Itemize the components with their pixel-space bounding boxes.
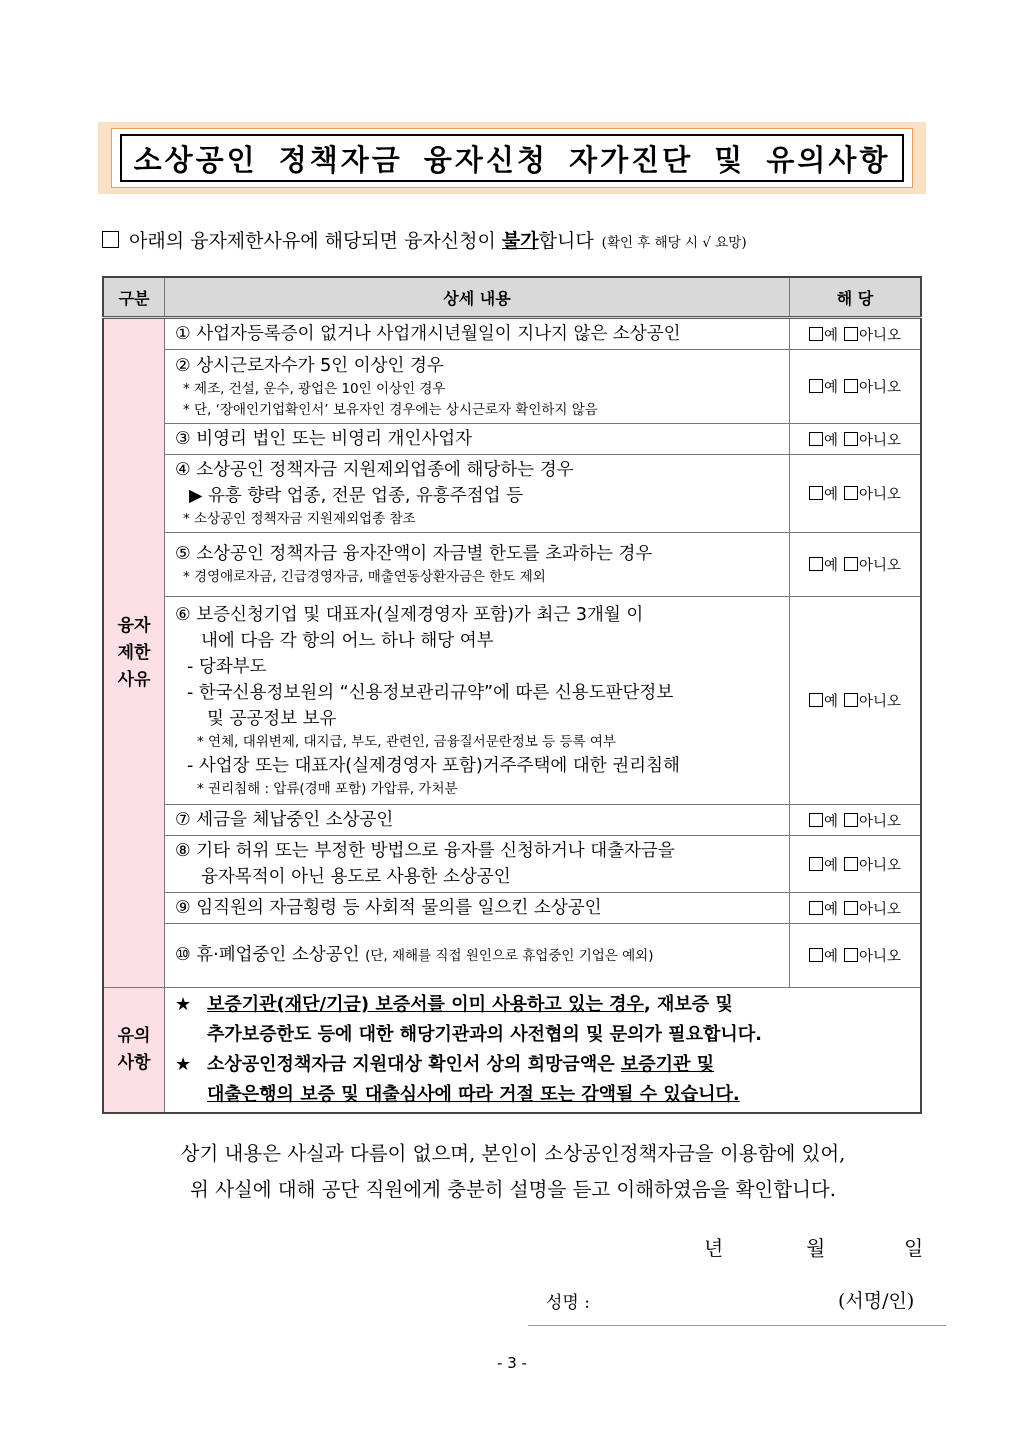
caution-text: 소상공인정책자금 지원대상 확인서 상의 희망금액은: [207, 1054, 621, 1075]
notice-text-after: 합니다: [538, 230, 594, 252]
self-diagnosis-table: [102, 276, 922, 1114]
table-row: [103, 805, 921, 836]
checkbox-icon: [102, 231, 119, 248]
yes-no-cell: [790, 924, 922, 988]
item-content: [165, 805, 790, 836]
table-row: [103, 318, 921, 350]
yes-checkbox[interactable]: [809, 813, 823, 827]
table-row: [103, 597, 921, 805]
yes-no-cell: [790, 350, 922, 424]
yes-label: 예: [823, 380, 838, 396]
no-label: 아니오: [858, 432, 902, 449]
item-text: ② 상시근로자수가 5인 이상인 경우: [175, 355, 444, 376]
item-content: [165, 893, 790, 924]
yes-checkbox[interactable]: [809, 557, 823, 571]
item-content: [165, 924, 790, 988]
caution-text: 보증기관 및: [620, 1054, 715, 1075]
header-applicable: 해 당: [790, 277, 922, 318]
yes-no-cell: [790, 597, 922, 805]
confirmation-line: 위 사실에 대해 공단 직원에게 충분히 설명을 듣고 이해하였음을 확인합니다.: [190, 1178, 836, 1201]
caution-text: 추가보증한도 등에 대한 해당기관과의 사전협의 및 문의가 필요합니다.: [207, 1024, 762, 1045]
item-content: [165, 424, 790, 455]
caution-item: [175, 1050, 912, 1110]
item-note: * 경영애로자금, 긴급경영자금, 매출연동상환자금은 한도 제외: [183, 569, 546, 585]
item-text: ⑨ 임직원의 자금횡령 등 사회적 물의를 일으킨 소상공인: [175, 898, 602, 918]
restriction-category: [103, 318, 165, 988]
confirmation-statement: [104, 1136, 922, 1208]
yes-checkbox[interactable]: [809, 379, 823, 393]
item-text: 융자목적이 아닌 용도로 사용한 소상공인: [201, 867, 511, 887]
header-category: 구분: [103, 277, 165, 318]
yes-checkbox[interactable]: [809, 901, 823, 915]
table-row: [103, 836, 921, 893]
yes-checkbox[interactable]: [809, 948, 823, 962]
table-row: [103, 424, 921, 455]
caution-row: [103, 988, 921, 1114]
yes-checkbox[interactable]: [809, 693, 823, 707]
item-text: ⑧ 기타 허위 또는 부정한 방법으로 융자를 신청하거나 대출자금을: [175, 841, 675, 861]
item-content: [165, 455, 790, 533]
item-text: ⑤ 소상공인 정책자금 융자잔액이 자금별 한도를 초과하는 경우: [175, 544, 653, 564]
no-label: 아니오: [858, 380, 902, 396]
table-row: [103, 455, 921, 533]
no-label: 아니오: [858, 901, 902, 918]
item-content: [165, 836, 790, 893]
no-checkbox[interactable]: [844, 379, 858, 393]
item-text: ⑥ 보증신청기업 및 대표자(실제경영자 포함)가 최근 3개월 이: [175, 604, 644, 625]
date-year: 년: [704, 1236, 724, 1260]
item-text: ③ 비영리 법인 또는 비영리 개인사업자: [175, 429, 473, 449]
yes-label: 예: [823, 432, 838, 449]
category-line: 제한: [117, 642, 151, 663]
yes-no-cell: [790, 893, 922, 924]
item-content: [165, 597, 790, 805]
item-text: 내에 다음 각 항의 어느 하나 해당 여부: [201, 630, 494, 651]
yes-label: 예: [823, 857, 838, 874]
yes-no-cell: [790, 455, 922, 533]
caution-category: [103, 988, 165, 1114]
item-content: [165, 350, 790, 424]
signature-line: [528, 1325, 946, 1326]
no-label: 아니오: [858, 857, 902, 874]
signature-value: (서명/인): [838, 1290, 915, 1312]
table-row: [103, 893, 921, 924]
no-label: 아니오: [858, 813, 902, 830]
item-note: * 연체, 대위변제, 대지급, 부도, 관련인, 금융질서문란정보 등 등록 여부: [197, 733, 616, 750]
item-text: ④ 소상공인 정책자금 지원제외업종에 해당하는 경우: [175, 460, 574, 480]
caution-text: , 재보증 및: [643, 994, 733, 1015]
yes-checkbox[interactable]: [809, 327, 823, 341]
page-number: - 3 -: [497, 1354, 527, 1372]
caution-item: [175, 990, 912, 1050]
item-note: * 단, ‘장애인기업확인서’ 보유자인 경우에는 상시근로자 확인하지 않음: [183, 401, 598, 418]
caution-text: 보증기관(재단/기금) 보증서를 이미 사용하고 있는 경우: [207, 994, 644, 1015]
no-checkbox[interactable]: [844, 557, 858, 571]
title-banner: [98, 122, 926, 194]
no-checkbox[interactable]: [844, 813, 858, 827]
no-label: 아니오: [858, 949, 902, 965]
item-text: ▶ 유흥 향락 업종, 전문 업종, 유흥주점업 등: [189, 486, 524, 506]
table-row: [103, 533, 921, 597]
item-text: 및 공공정보 보유: [207, 708, 337, 729]
notice-bold: 불가: [501, 230, 539, 252]
no-checkbox[interactable]: [844, 693, 858, 707]
item-content: [165, 318, 790, 350]
no-label: 아니오: [858, 487, 902, 503]
item-content: [165, 533, 790, 597]
item-text: ① 사업자등록증이 없거나 사업개시년월일이 지나지 않은 소상공인: [175, 324, 681, 344]
yes-label: 예: [823, 487, 838, 503]
item-text: ⑦ 세금을 체납중인 소상공인: [175, 810, 394, 830]
yes-no-cell: [790, 836, 922, 893]
yes-label: 예: [823, 813, 838, 830]
no-checkbox[interactable]: [844, 327, 858, 341]
item-text: ⑩ 휴·폐업중인 소상공인: [175, 945, 360, 965]
page-title: 소상공인 정책자금 융자신청 자가진단 및 유의사항: [133, 142, 891, 177]
star-icon: ★: [175, 1054, 192, 1075]
yes-no-cell: [790, 805, 922, 836]
title-frame: [111, 128, 913, 188]
yes-label: 예: [823, 694, 838, 710]
no-checkbox[interactable]: [844, 432, 858, 446]
header-content: 상세 내용: [165, 277, 790, 318]
no-checkbox[interactable]: [844, 857, 858, 871]
yes-label: 예: [823, 327, 838, 344]
yes-label: 예: [823, 558, 838, 574]
table-row: [103, 924, 921, 988]
caution-content: [165, 988, 922, 1114]
restriction-notice: [102, 226, 932, 253]
category-line: 사항: [117, 1053, 151, 1073]
signature-label: 성명 :: [546, 1293, 590, 1313]
no-label: 아니오: [858, 694, 902, 710]
confirmation-line: 상기 내용은 사실과 다름이 없으며, 본인이 소상공인정책자금을 이용함에 있어,: [180, 1142, 846, 1165]
item-text: - 당좌부도: [187, 656, 267, 677]
caution-text: 대출은행의 보증 및 대출심사에 따라 거절 또는 감액될 수 있습니다.: [207, 1084, 740, 1105]
no-label: 아니오: [858, 327, 902, 344]
no-checkbox[interactable]: [844, 486, 858, 500]
category-line: 융자: [117, 615, 151, 636]
item-note: * 제조, 건설, 운수, 광업은 10인 이상인 경우: [183, 380, 446, 397]
yes-checkbox[interactable]: [809, 857, 823, 871]
notice-small: (확인 후 해당 시 √ 요망): [601, 235, 747, 251]
date-day: 일: [904, 1236, 924, 1260]
header-row: [103, 277, 921, 318]
category-line: 사유: [117, 669, 151, 690]
yes-label: 예: [823, 949, 838, 965]
category-line: 유의: [117, 1026, 151, 1046]
yes-label: 예: [823, 901, 838, 918]
yes-no-cell: [790, 424, 922, 455]
yes-checkbox[interactable]: [809, 486, 823, 500]
yes-checkbox[interactable]: [809, 432, 823, 446]
no-checkbox[interactable]: [844, 948, 858, 962]
item-note: (단, 재해를 직접 원인으로 휴업중인 기업은 예외): [365, 948, 654, 964]
item-note: * 권리침해 : 압류(경매 포함) 가압류, 가처분: [197, 780, 458, 797]
date-month: 월: [806, 1236, 826, 1260]
item-note: * 소상공인 정책자금 지원제외업종 참조: [183, 511, 416, 527]
no-checkbox[interactable]: [844, 901, 858, 915]
star-icon: ★: [175, 994, 192, 1015]
item-text: - 한국신용정보원의 “신용정보관리규약”에 따른 신용도판단정보: [187, 682, 674, 703]
yes-no-cell: [790, 318, 922, 350]
item-text: - 사업장 또는 대표자(실제경영자 포함)거주주택에 대한 권리침해: [187, 755, 680, 776]
yes-no-cell: [790, 533, 922, 597]
notice-text-before: 아래의 융자제한사유에 해당되면 융자신청이: [129, 230, 502, 252]
table-row: [103, 350, 921, 424]
no-label: 아니오: [858, 558, 902, 574]
title-box: [120, 134, 904, 182]
